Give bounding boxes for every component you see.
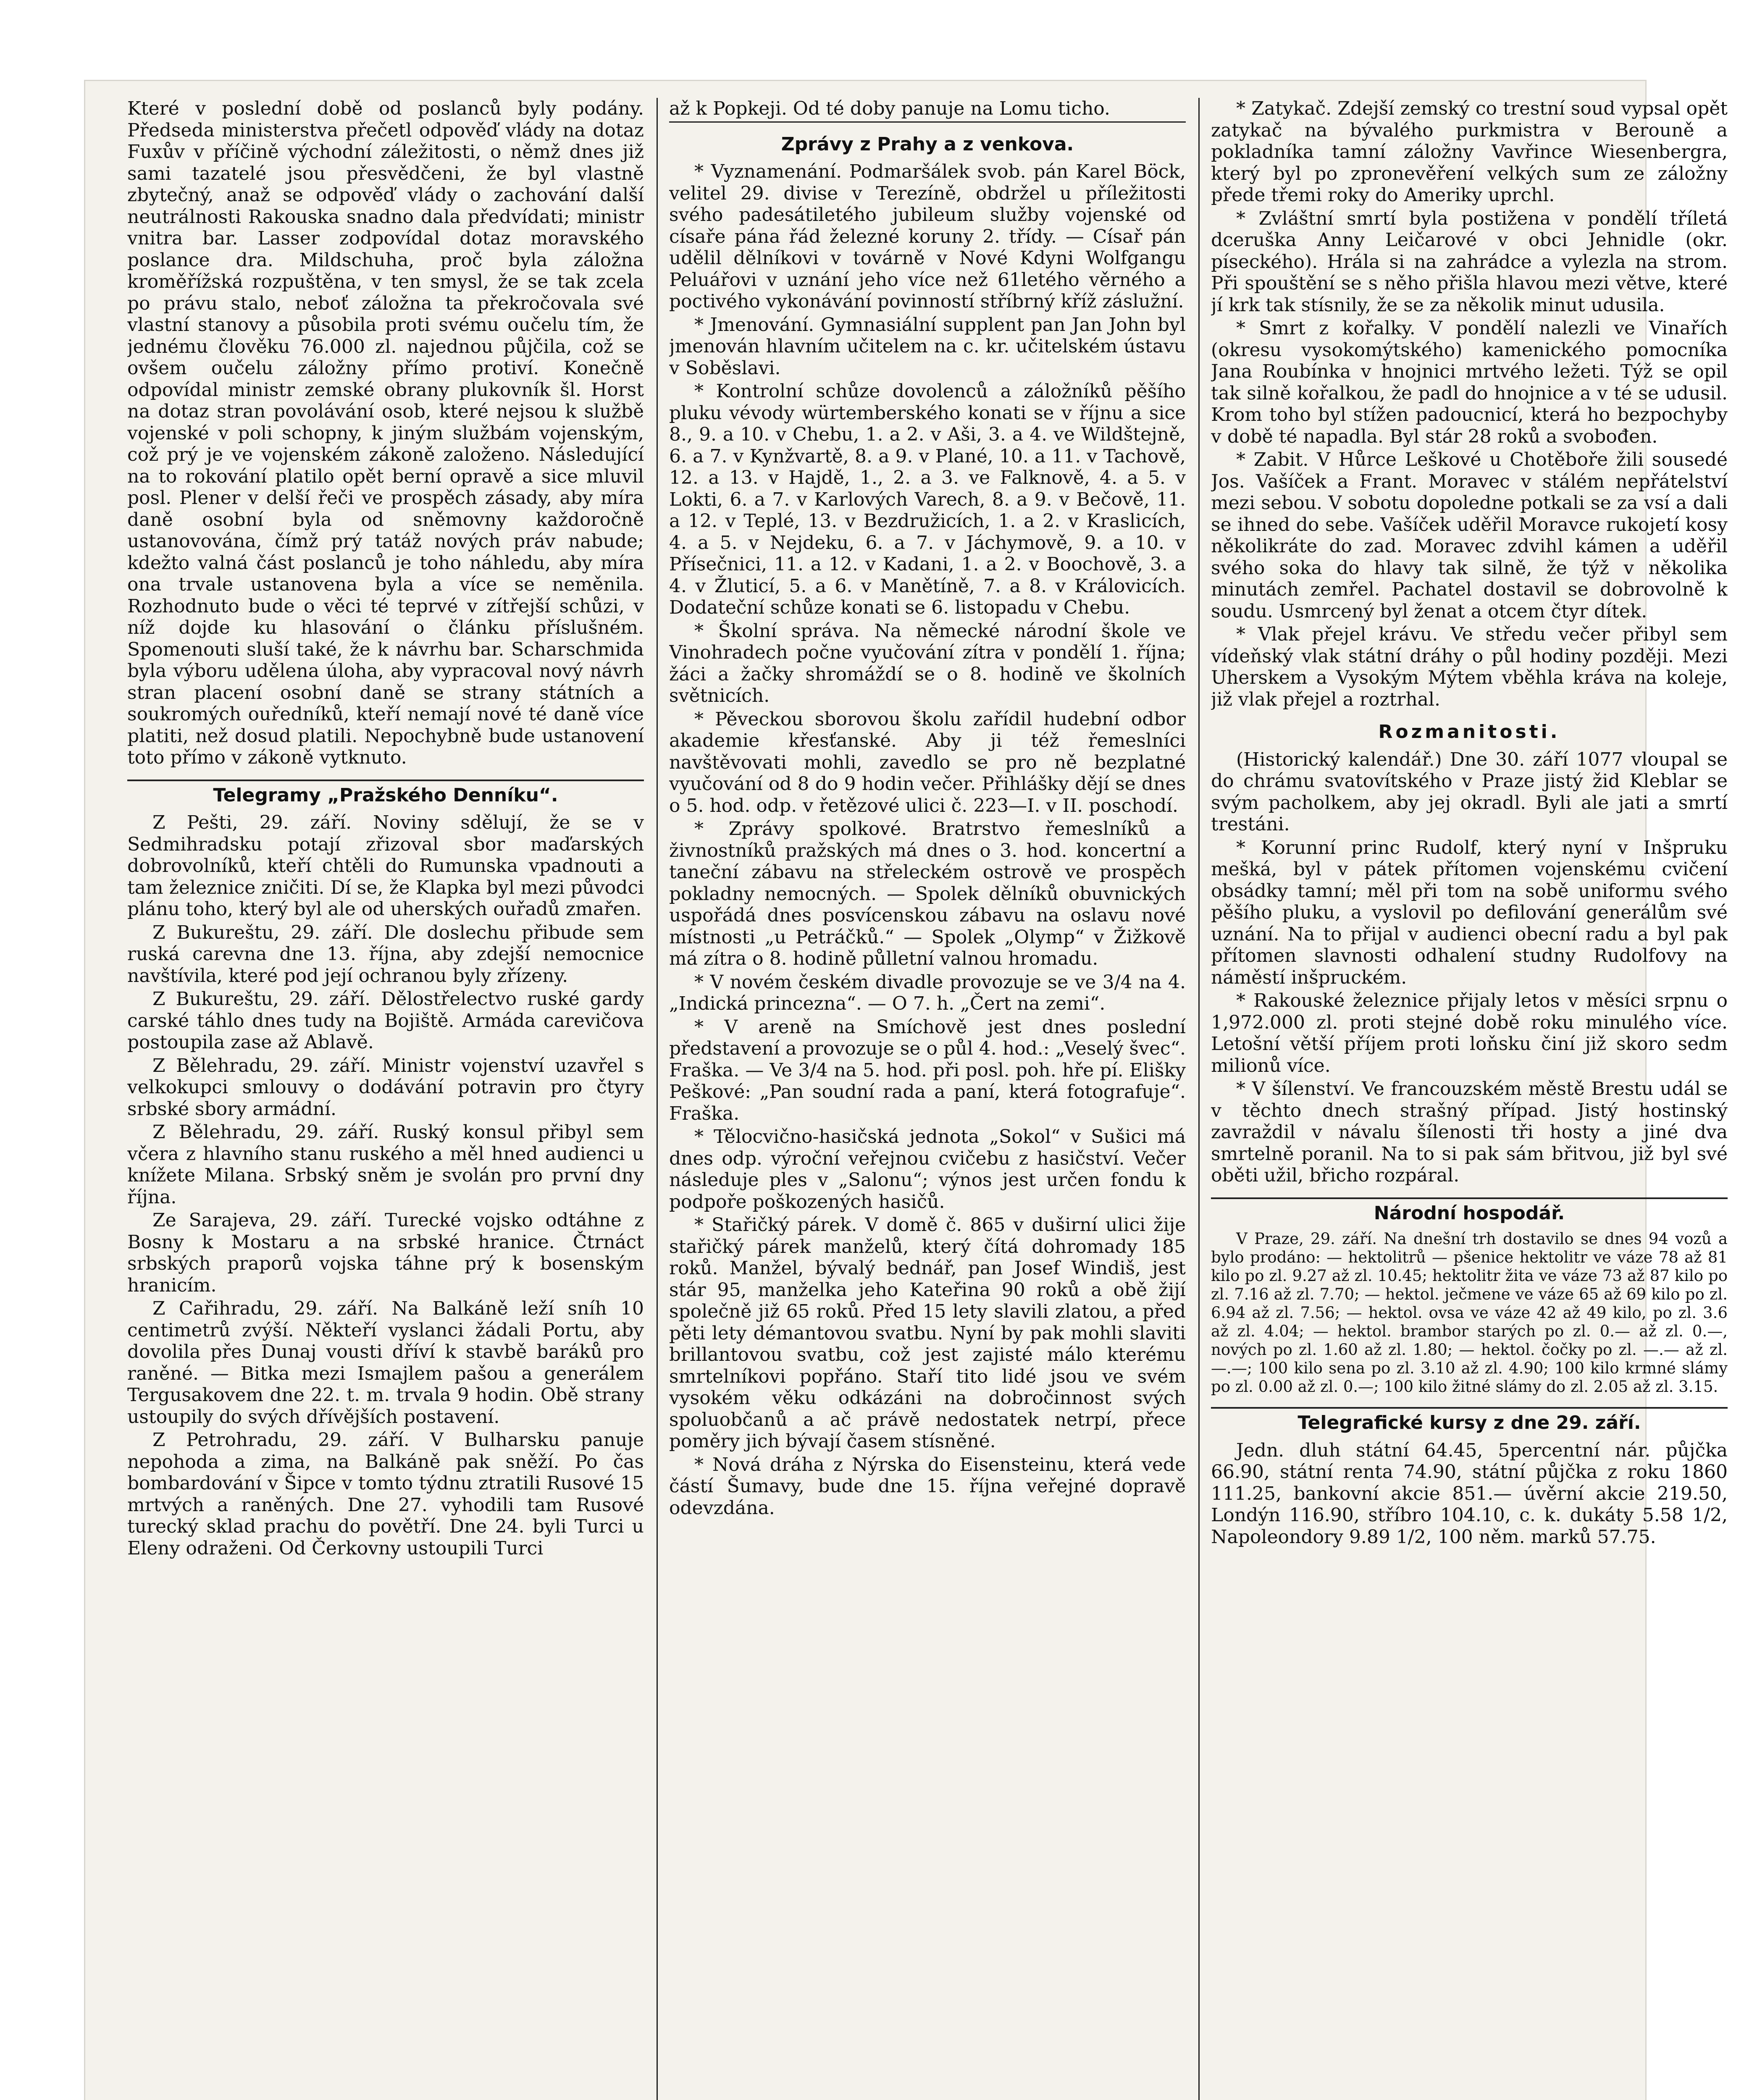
news-item: * Vlak přejel krávu. Ve středu večer přibyl sem vídeňský vlak státní dráhy o půl hodiny později. Mezi Uherskem a Vysokým Mýtem vběhla kráva na koleje, již vlak přejel a roztrhal.: [1211, 624, 1728, 710]
news-item: * Školní správa. Na německé národní škole ve Vinohradech počne vyučování zítra v pondělí 1. října; žáci a žačky shromáždí se o 8. hodině ve školních světnicích.: [669, 620, 1186, 706]
miscellany-item: (Historický kalendář.) Dne 30. září 1077 vloupal se do chrámu svatovítského v Praze jistý žid Kleblar se svým pacholkem, aby jej okradl. Byli ale jati a smrtí trestáni.: [1211, 748, 1728, 835]
news-item: * Pěveckou sborovou školu zařídil hudební odbor akademie křesťanské. Aby ji též řemeslníci navštěvovati mohli, zavedlo se pro ně bezplatné vyučování od 8 do 9 hodin večer. Přihlášky dějí se dnes o 5. hod. odp. v řetězové ulici č. 223—I. v II. poschodí.: [669, 708, 1186, 816]
column-left: [127, 98, 644, 2100]
telegram-item: Z Pešti, 29. září. Noviny sdělují, že se v Sedmihradsku potají zřizoval sbor maďarských dobrovolníků, kteří chtěli do Rumunska vpadnouti a tam železnice zničiti. Dí se, že Klapka byl mezi původci plánu toho, který byl ale od uherských ouřadů zmařen.: [127, 812, 644, 920]
news-item: * Nová dráha z Nýrska do Eisensteinu, která vede částí Šumavy, bude dne 15. října veřejné dopravě odevzdána.: [669, 1454, 1186, 1519]
miscellany-item: * Rakouské železnice přijaly letos v měsíci srpnu o 1,972.000 zl. proti stejné době roku minulého více. Letošní větší příjem proti loňsku činí již skoro sedm milionů více.: [1211, 990, 1728, 1076]
column-middle: [669, 98, 1186, 2100]
column-divider: [1198, 98, 1200, 2100]
exchange-rates: Jedn. dluh státní 64.45, 5percentní nár. půjčka 66.90, státní renta 74.90, státní půjčka z roku 1860 111.25, bankovní akcie 851.— úvěrní akcie 219.50, Londýn 116.90, stříbro 104.10, c. k. dukáty 5.58 1/2, Napoleondory 9.89 1/2, 100 něm. marků 57.75.: [1211, 1439, 1728, 1548]
miscellany-item: * V šílenství. Ve francouzském městě Brestu udál se v těchto dnech strašný případ. Jistý hostinský zavraždil v návalu šílenosti tři hosty a jiné dva smrtelně poranil. Na to si pak sám břitvou, již byl své oběti užil, břicho rozpáral.: [1211, 1078, 1728, 1186]
news-item: * Zabit. V Hůrce Leškové u Chotěboře žili sousedé Jos. Vašíček a Frant. Moravec v stálém nepřátelství mezi sebou. V sobotu dopoledne potkali se za vsí a dali se ihned do sebe. Vašíček uděřil Moravce rukojetí kosy několikráte do zad. Moravec zdvihl kámen a uděřil svého soka do hlavy tak silně, že týž v několika minutách zemřel. Pachatel dostavil se dobrovolně k soudu. Usmrcený byl ženat a otcem čtyr dítek.: [1211, 449, 1728, 622]
telegram-item: Z Bukureštu, 29. září. Dělostřelectvo ruské gardy carské táhlo dnes tudy na Bojiště. Armáda carevičova postoupila zase až Ablavě.: [127, 988, 644, 1053]
newspaper-page: [84, 80, 1728, 2100]
telegram-item: Z Petrohradu, 29. září. V Bulharsku panuje nepohoda a zima, na Balkáně pak sněží. Po čas bombardování v Šipce v tomto týdnu ztratili Rusové 15 mrtvých a raněných. Dne 27. vyhodili tam Rusové turecký sklad prachu do povětří. Dne 24. byli Turci u Eleny odraženi. Od Čerkovny ustoupili Turci: [127, 1429, 644, 1559]
miscellany-item: * Korunní princ Rudolf, který nyní v Inšpruku mešká, byl v pátek přítomen vojenskému cvičení obsádky tamní; měl při tom na sobě uniformu svého pěšího pluku, a vyslovil po defilování generálům své uznání. Na to přijal v audienci obecní radu a byl pak přítomen slavnosti odhalení studny Rudolfovy na náměstí inšpruckém.: [1211, 837, 1728, 988]
telegram-item: Z Cařihradu, 29. září. Na Balkáně leží sníh 10 centimetrů zvýší. Někteří vyslanci žádali Portu, aby dovolila přes Dunaj vousti dříví k stavbě baráků pro raněné. — Bitka mezi Ismajlem pašou a generálem Tergusakovem dne 22. t. m. trvala 9 hodin. Obě strany ustoupily do svých dřívějších postavení.: [127, 1298, 644, 1428]
news-item: * Jmenování. Gymnasiální supplent pan Jan John byl jmenován hlavním učitelem na c. kr. učitelském ústavu v Soběslavi.: [669, 314, 1186, 379]
column-right: [1211, 98, 1728, 2100]
news-item: * Zatykač. Zdejší zemský co trestní soud vypsal opět zatykač na bývalého purkmistra v Berouně a pokladníka tamní záložny Vavřince Wiesenbergra, který byl po zpronevěření velkých sum ze záložny přede třemi roky do Ameriky uprchl.: [1211, 98, 1728, 206]
market-report: V Praze, 29. září. Na dnešní trh dostavilo se dnes 94 vozů a bylo prodáno: — hektolitrů — pšenice hektolitr ve váze 78 až 81 kilo po zl. 9.27 až zl. 10.45; hektolitr žita ve váze 73 až 87 kilo po zl. 7.16 až zl. 7.70; — hektol. ječmene ve váze 65 až 69 kilo po zl. 6.94 až zl. 7.56; — hektol. ovsa ve váze 42 až 49 kilo, po zl. 3.6 až zl. 4.04; — hektol. brambor starých po zl. 0.— až zl. 0.—, nových po zl. 1.60 až zl. 1.80; — hektol. čočky po zl. —.— až zl. —.—; 100 kilo sena po zl. 3.10 až zl. 4.90; 100 kilo krmné slámy po zl. 0.00 až zl. 0.—; 100 kilo žitné slámy do zl. 2.05 až zl. 3.15.: [1211, 1230, 1728, 1396]
telegram-item: Z Bělehradu, 29. září. Ruský konsul přibyl sem včera z hlavního stanu ruského a měl hned audienci u knížete Milana. Srbský sněm je svolán pro první dny října.: [127, 1121, 644, 1208]
local-news-heading: Zprávy z Prahy a z venkova.: [781, 133, 1074, 155]
telegram-item: Z Bukureštu, 29. září. Dle doslechu přibude sem ruská carevna dne 13. října, aby zdejší nemocnice navštívila, které pod její ochranou byly zřízeny.: [127, 921, 644, 987]
news-item: * Smrt z kořalky. V pondělí nalezli ve Vinařích (okresu vysokomýtského) kamenického pomocníka Jana Roubínka v hnojnici mrtvého ležeti. Týž se opil tak silně kořalkou, že padl do hnojnice a v té se udusil. Krom toho byl stížen padoucnicí, která ho bezpochyby v době té napadla. Byl stár 28 roků a svobođen.: [1211, 318, 1728, 447]
exchange-rates-heading: Telegrafické kursy z dne 29. září.: [1211, 1407, 1728, 1436]
news-item: * V areně na Smíchově jest dnes poslední představení a provozuje se o půl 4. hod.: „Veselý švec“. Fraška. — Ve 3/4 na 5. hod. při posl. poh. hře pí. Elišky Peškové: „Pan soudní rada a paní, která fotografuje“. Fraška.: [669, 1016, 1186, 1124]
miscellany-heading: Rozmanitosti.: [1378, 721, 1560, 743]
telegram-item: Ze Sarajeva, 29. září. Turecké vojsko odtáhne z Bosny k Mostaru a na srbské hranice. Čtrnáct srbských praporů vojska táhne prý k bosenským hranicím.: [127, 1210, 644, 1296]
telegram-item: Z Bělehradu, 29. září. Ministr vojenství uzavřel s velkokupci smlouvy o dodávání potravin pro čtyry srbské sbory armádní.: [127, 1055, 644, 1120]
news-item: * Zvláštní smrtí byla postižena v pondělí tříletá dceruška Anny Leičarové v obci Jehnidle (okr. píseckého). Hrála si na zahrádce a vylezla na strom. Při spouštění se s něho přišla hlavou mezi větve, které jí krk tak stísnily, že se za několik minut udusila.: [1211, 207, 1728, 316]
news-item: * Kontrolní schůze dovolenců a záložníků pěšího pluku vévody würtemberského konati se v říjnu a sice 8., 9. a 10. v Chebu, 1. a 2. v Aši, 3. a 4. ve Wildštejně, 6. a 7. v Kynžvartě, 8. a 9. v Plané, 10. a 11. v Tachově, 12. a 13. v Hajdě, 1., 2. a 3. ve Falknově, 4. a 5. v Lokti, 6. a 7. v Karlových Varech, 8. a 9. v Bečově, 11. a 12. v Teplé, 13. v Bezdružicích, 1. a 2. v Kraslicích, 4. a 5. v Nejdeku, 6. a 7. v Jáchymově, 9. a 10. v Přísečnici, 11. a 12. v Kadani, 1. a 2. v Boochově, 3. a 4. v Žluticí, 5. a 6. v Manětíně, 7. a 8. v Královicích. Dodateční schůze konati se 6. listopadu v Chebu.: [669, 381, 1186, 618]
news-item: * Vyznamenání. Podmaršálek svob. pán Karel Böck, velitel 29. divise v Terezíně, obdržel u příležitosti svého padesátiletého jubileum služby vojenské od císaře pána řád železné koruny 2. třídy. — Císař pán udělil dělníkovi v továrně v Nové Kdyni Wolfgangu Peluářovi v uznání jeho více než 61letého věrného a poctivého vykonávání povinností stříbrný kříž záslužní.: [669, 161, 1186, 312]
economy-heading: Národní hospodář.: [1211, 1197, 1728, 1226]
news-item: * V novém českém divadle provozuje se ve 3/4 na 4. „Indická princezna“. — O 7. h. „Čert na zemi“.: [669, 971, 1186, 1014]
telegram-continuation: až k Popkeji. Od té doby panuje na Lomu ticho.: [669, 98, 1186, 123]
parliament-report: Které v poslední době od poslanců byly podány. Předseda ministerstva přečetl odpověď vlády na dotaz Fuxův v příčině východní záležitosti, o němž dnes již sami tazatelé jsou přesvědčeni, že byl vlastně zbytečný, anaž se odpověď vlády o zachování další neutrálnosti Rakouska snadno dala předvídati; ministr vnitra bar. Lasser zodpovídal dotaz moravského poslance dra. Mildschuha, proč byla záložna kroměřížská rozpuštěna, v ten smysl, že se tak zcela po právu stalo, neboť záložna ta překročovala své vlastní stanovy a působila proti svému oučelu tím, že jednému člověku 76.000 zl. najednou půjčila, což se ovšem oučelu záložny přímo protiví. Konečně odpovídal ministr zemské obrany plukovník šl. Horst na dotaz stran povolávání osob, které nejsou k službě vojenské v poli schopny, k jiným službám vojenským, což prý je ve vojenském zákoně založeno. Následující na to rokování platilo opět berní opravě a sice mluvil posl. Plener v delší řeči ve prospěch zásady, aby míra daně osobní byla od sněmovny každoročně ustanovována, čímž prý tatáž nových práv nabude; kdežto valná část poslanců je toho náhledu, aby míra ona trvale ustanovena byla a více se neměnila. Rozhodnuto bude o věci té teprvé v zítřejší schůzi, v níž dojde ku hlasování o článku příslušném. Spomenouti sluší také, že k návrhu bar. Scharschmida byla výboru udělena úloha, aby vypracoval nový návrh stran placení osobní daně se strany státních a soukromých ouředníků, kteří nemají nové té daně více platiti, než dosud platili. Nepochybně bude ustanovení toto přímo v zákoně vytknuto.: [127, 98, 644, 768]
news-item: * Tělocvično-hasičská jednota „Sokol“ v Sušici má dnes odp. výroční veřejnou cvičebu z hasičství. Večer následuje ples v „Salonu“; výnos jest určen fondu k podpoře poškozených hasičů.: [669, 1126, 1186, 1213]
column-divider: [657, 98, 658, 2100]
telegrams-heading: Telegramy „Pražského Denníku“.: [127, 780, 644, 808]
news-item: * Zprávy spolkové. Bratrstvo řemeslníků a živnostníků pražských má dnes o 3. hod. koncertní a taneční zábavu na střeleckém ostrově ve prospěch pokladny nemocných. — Spolek dělníků obuvnických uspořádá dnes posvícenskou zábavu na oslavu nové místnosti „u Petráčků.“ — Spolek „Olymp“ v Žižkově má zítra o 8. hodině půlletní valnou hromadu.: [669, 818, 1186, 969]
news-item: * Stařičký párek. V domě č. 865 v duširní ulici žije stařičký párek manželů, který čítá dohromady 185 roků. Manžel, bývalý bednář, pan Josef Windiš, jest stár 95, manželka jeho Kateřina 90 roků a obě žijí společně již 65 roků. Před 15 lety slavili zlatou, a před pěti lety démantovou svatbu. Nyní by pak mohli slaviti brillantovou svatbu, což jest zajisté málo kterému smrtelníkovi popřáno. Staří tito lidé jsou ve svém vysokém věku odkázáni na dobročinnost svých spoluobčanů a ač právě nedostatek netrpí, přece poměry jich bývají časem stísněné.: [669, 1214, 1186, 1452]
